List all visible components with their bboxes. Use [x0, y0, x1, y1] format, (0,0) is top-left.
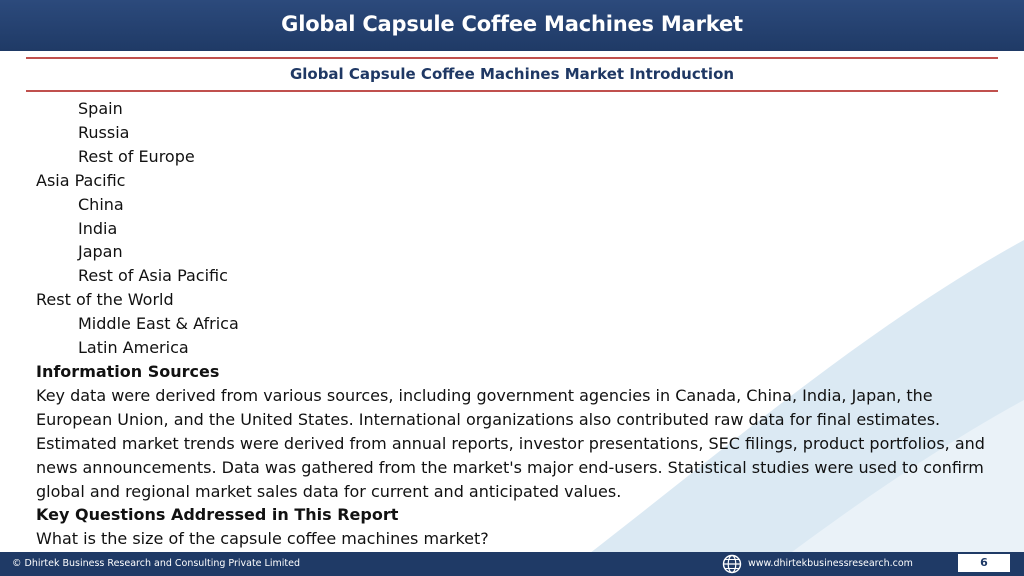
website-link[interactable]: www.dhirtekbusinessresearch.com — [748, 558, 913, 569]
bottom-divider — [26, 90, 998, 92]
page-number: 6 — [958, 554, 1010, 572]
outline-subitem: Spain — [78, 99, 123, 118]
key-question-item: What is the size of the capsule coffee machines market? — [36, 529, 489, 549]
outline-subitem: China — [78, 194, 124, 214]
section-subtitle: Global Capsule Coffee Machines Market Introduction — [289, 65, 735, 83]
info-sources-heading: Information Sources — [36, 361, 220, 381]
globe-icon — [722, 554, 742, 574]
footer-bar — [0, 552, 1024, 576]
outline-subitem: Middle East & Africa — [78, 314, 239, 334]
top-divider — [26, 57, 998, 59]
outline-subitem: Rest of Europe — [78, 146, 195, 166]
outline-subitem: Russia — [78, 122, 130, 142]
outline-subitem: Japan — [78, 242, 123, 262]
header-bar — [0, 0, 1024, 51]
content-body — [36, 97, 996, 551]
outline-item: Rest of the World — [36, 290, 174, 310]
outline-subitem: Latin America — [78, 338, 189, 358]
key-questions-heading: Key Questions Addressed in This Report — [36, 505, 399, 525]
outline-item: Asia Pacific — [36, 170, 126, 190]
region-outline — [36, 97, 996, 360]
copyright-text: © Dhirtek Business Research and Consulting Private Limited — [12, 558, 300, 569]
page-title: Global Capsule Coffee Machines Market — [281, 12, 743, 36]
outline-subitem: India — [78, 218, 118, 238]
info-sources-text: Key data were derived from various sources, including government agencies in Canada, China, India, Japan, the European Union, and the United States. International organizations also contributed raw data for final estimates. Estimated market trends were derived from annual reports, investor presentations, SEC filings, product portfolios, and news announcements. Data was gathered from the market's major end-users. Statistical studies were used to confirm global and regional market sales data for current and anticipated values. — [36, 385, 985, 501]
outline-subitem: Rest of Asia Pacific — [78, 266, 228, 286]
